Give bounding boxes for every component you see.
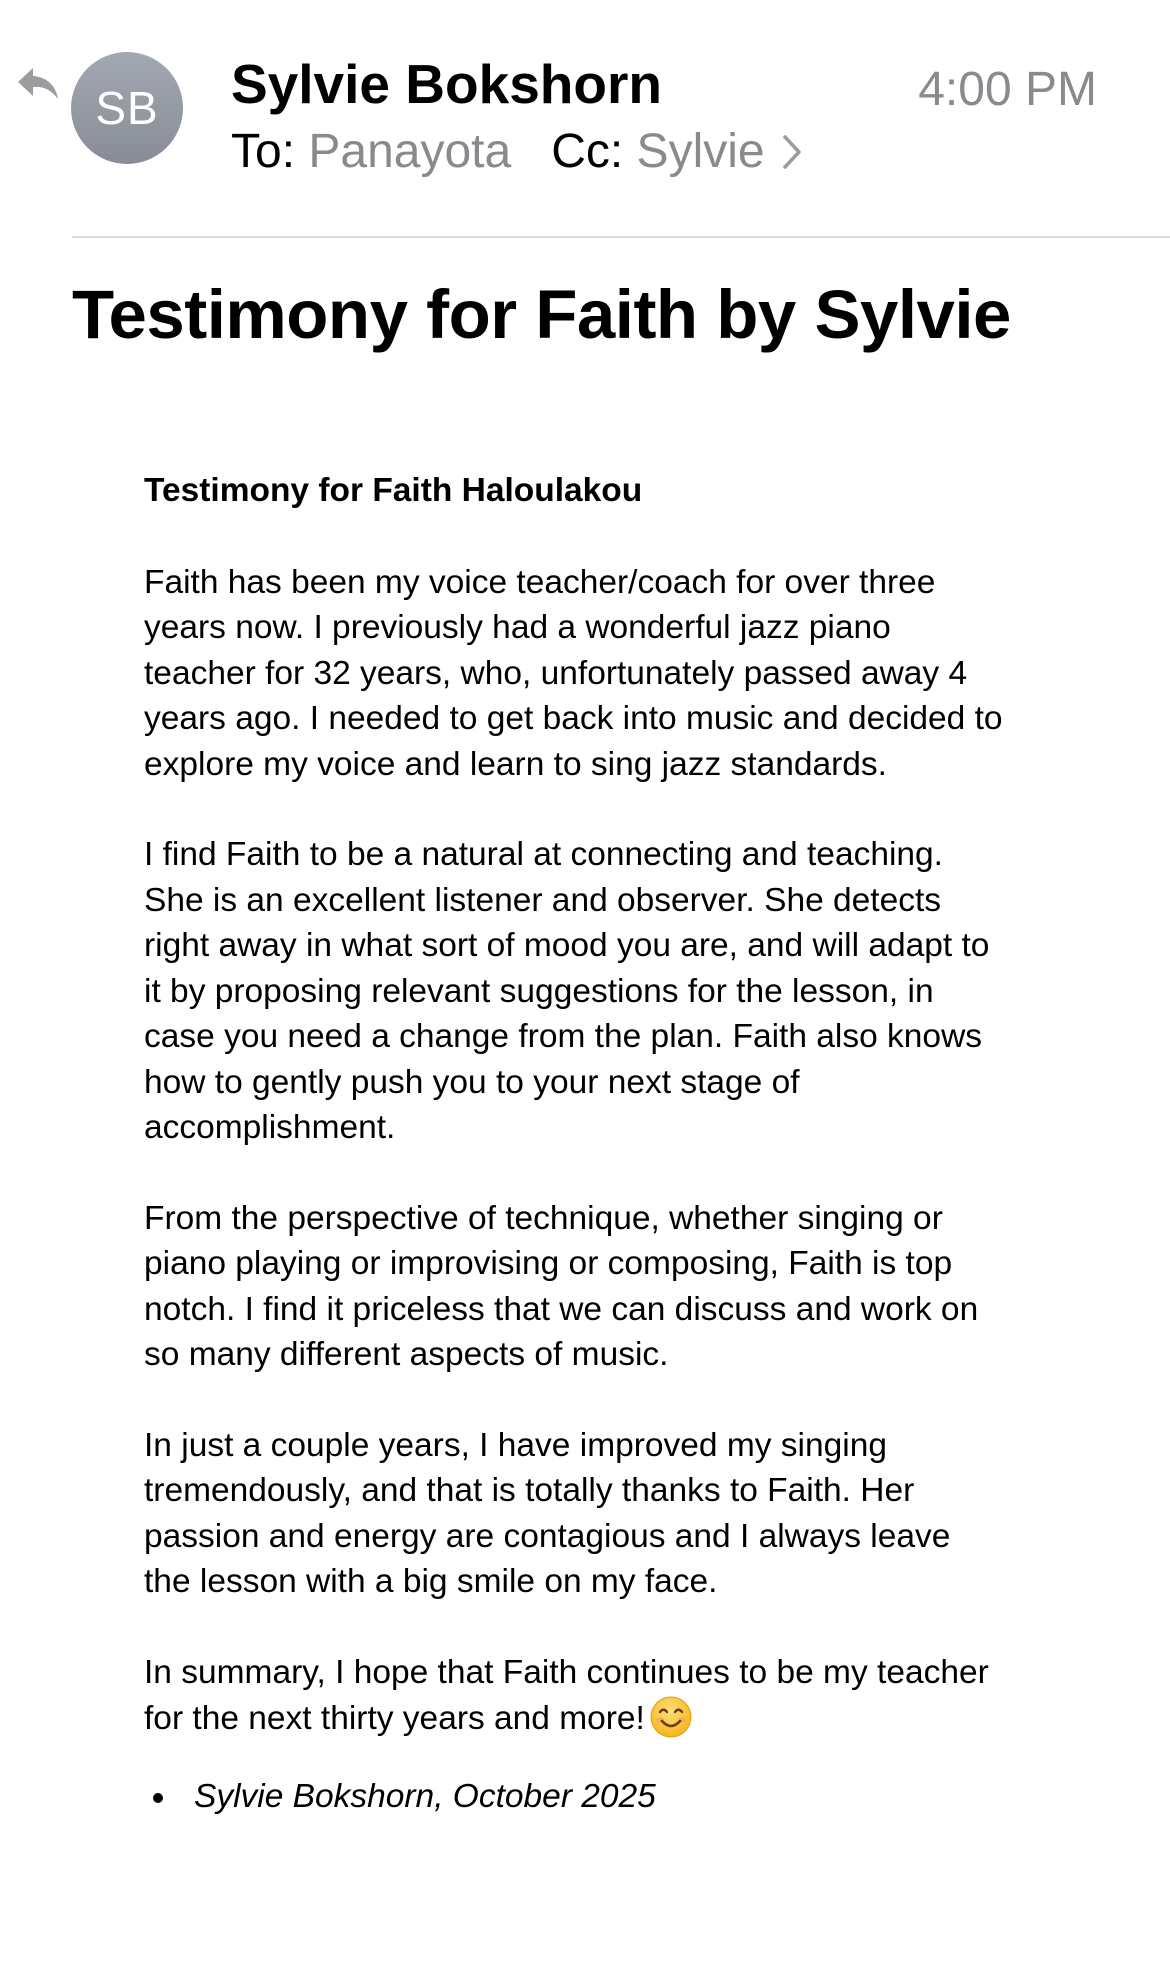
- body-paragraph-5: [144, 1650, 1004, 1742]
- message-time: 4:00 PM: [918, 63, 1097, 116]
- header-divider: [72, 236, 1170, 238]
- avatar[interactable]: [71, 52, 183, 164]
- summary-text: In summary, I hope that Faith continues to be my teacher for the next thirty years and more!: [144, 1653, 989, 1737]
- body-paragraph-1: Faith has been my voice teacher/coach for over three years now. I previously had a wonderful jazz piano teacher for 32 years, who, unfortunately passed away 4 years ago. I needed to get back into music and decided to explore my voice and learn to sing jazz standards.: [144, 563, 1003, 783]
- email-subject: Testimony for Faith by Sylvie: [72, 276, 1011, 353]
- sender-name[interactable]: Sylvie Bokshorn: [231, 53, 662, 115]
- cc-recipient[interactable]: Sylvie: [636, 125, 765, 178]
- signature-list: [144, 1774, 1004, 1820]
- cc-label: Cc:: [551, 125, 624, 178]
- body-paragraph-4: In just a couple years, I have improved my singing tremendously, and that is totally thanks to Faith. Her passion and energy are contagious and I always leave the lesson with a big smile on my face.: [144, 1426, 951, 1600]
- smiling-face-emoji-icon: [649, 1695, 693, 1739]
- to-label: To:: [231, 125, 296, 178]
- bullet-marker: [153, 1793, 163, 1803]
- email-body: [144, 468, 1004, 1819]
- message-header: [0, 0, 1170, 237]
- body-title: Testimony for Faith Haloulakou: [144, 472, 643, 509]
- chevron-right-icon[interactable]: [781, 134, 803, 170]
- to-recipient[interactable]: Panayota: [308, 125, 512, 178]
- body-paragraph-3: From the perspective of technique, whether singing or piano playing or improvising or composing, Faith is top notch. I find it priceless that we can discuss and work on so many different aspects of music.: [144, 1199, 979, 1373]
- signature-item: [144, 1774, 1004, 1820]
- avatar-initials: SB: [95, 82, 159, 134]
- reply-arrow-icon[interactable]: [16, 64, 60, 104]
- body-paragraph-2: I find Faith to be a natural at connecting and teaching. She is an excellent listener and observer. She detects right away in what sort of mood you are, and will adapt to it by proposing relevant suggestions for the lesson, in case you need a change from the plan. Faith also knows how to gently push you to your next stage of accomplishment.: [144, 836, 990, 1146]
- signature-text: Sylvie Bokshorn, October 2025: [194, 1777, 656, 1815]
- recipients-row[interactable]: [231, 124, 803, 179]
